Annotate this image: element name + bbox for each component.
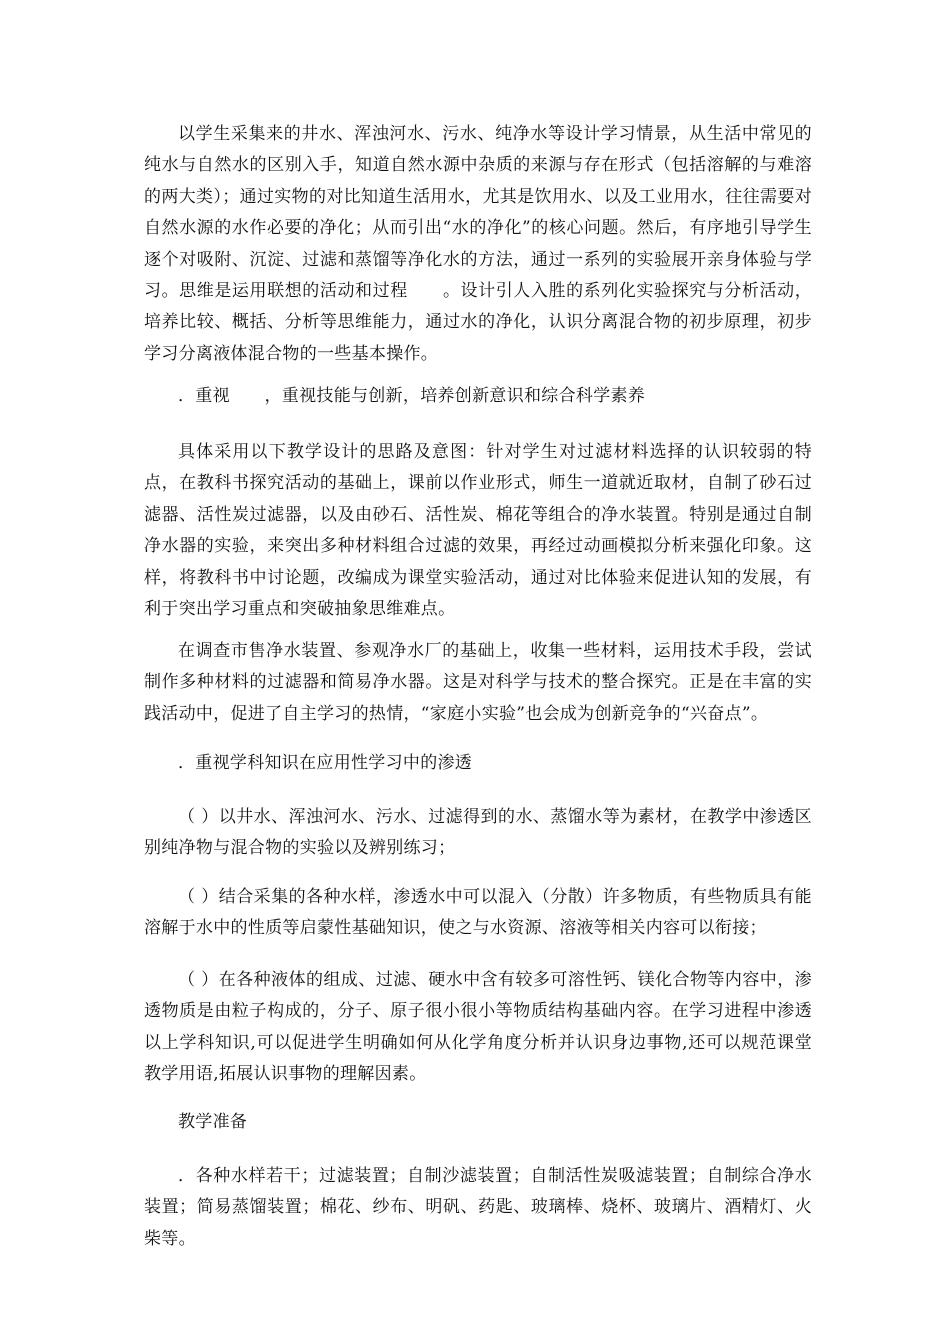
heading-subject-knowledge: ．重视学科知识在应用性学习中的渗透 <box>178 753 473 773</box>
paragraph-teaching-design: 具体采用以下教学设计的思路及意图：针对学生对过滤材料选择的认识较弱的特点，在教科书探究活动的基础上，课前以作业形式，师生一道就近取材，自制了砂石过滤器、活性炭过滤器，以及由砂石、活性炭、棉花等组合的净水装置。特别是通过自制净水器的实验，来突出多种材料组合过滤的效果，再经过动画模拟分析来强化印象。这样，将教科书中讨论题，改编成为课堂实验活动，通过对比体验来促进认知的发展，有利于突出学习重点和突破抽象思维难点。 <box>144 442 812 620</box>
heading-skills-innovation: ．重视 ，重视技能与创新，培养创新意识和综合科学素养 <box>178 386 646 406</box>
paragraph-materials-list: ．各种水样若干；过滤装置；自制沙滤装置；自制活性炭吸滤装置；自制综合净水装置；简易蒸馏装置；棉花、纱布、明矾、药匙、玻璃棒、烧杯、玻璃片、酒精灯、火柴等。 <box>144 1166 812 1249</box>
list-item-2: （ ）结合采集的各种水样，渗透水中可以混入（分散）许多物质，有些物质具有能溶解于水中的性质等启蒙性基础知识，使之与水资源、溶液等相关内容可以衔接； <box>144 887 812 939</box>
list-item-3: （ ）在各种液体的组成、过滤、硬水中含有较多可溶性钙、镁化合物等内容中，渗透物质是由粒子构成的，分子、原子很小很小等物质结构基础内容。在学习进程中渗透以上学科知识,可以促进学生明确如何从化学角度分析并认识身边事物,还可以规范课堂教学用语,拓展认识事物的理解因素。 <box>144 970 812 1085</box>
paragraph-water-purification-context: 以学生采集来的井水、浑浊河水、污水、纯净水等设计学习情景，从生活中常见的纯水与自然水的区别入手，知道自然水源中杂质的来源与存在形式（包括溶解的与难溶的两大类）；通过实物的对比知道生活用水，尤其是饮用水、以及工业用水，往往需要对自然水源的水作必要的净化；从而引出“水的净化”的核心问题。然后，有序地引导学生逐个对吸附、沉淀、过滤和蒸馏等净化水的方法，通过一系列的实验展开亲身体验与学习。思维是运用联想的活动和过程 。设计引人入胜的系列化实验探究与分析活动，培养比较、概括、分析等思维能力，通过水的净化，认识分离混合物的初步原理，初步学习分离液体混合物的一些基本操作。 <box>144 124 812 364</box>
paragraph-investigation: 在调查市售净水装置、参观净水厂的基础上，收集一些材料，运用技术手段，尝试制作多种材料的过滤器和简易净水器。这是对科学与技术的整合探究。正是在丰富的实践活动中，促进了自主学习的热情，“家庭小实验”也会成为创新竞争的“兴奋点”。 <box>144 641 812 724</box>
heading-teaching-preparation: 教学准备 <box>178 1112 248 1132</box>
list-item-1: （ ）以井水、浑浊河水、污水、过滤得到的水、蒸馏水等为素材，在教学中渗透区别纯净物与混合物的实验以及辨别练习； <box>144 807 812 859</box>
